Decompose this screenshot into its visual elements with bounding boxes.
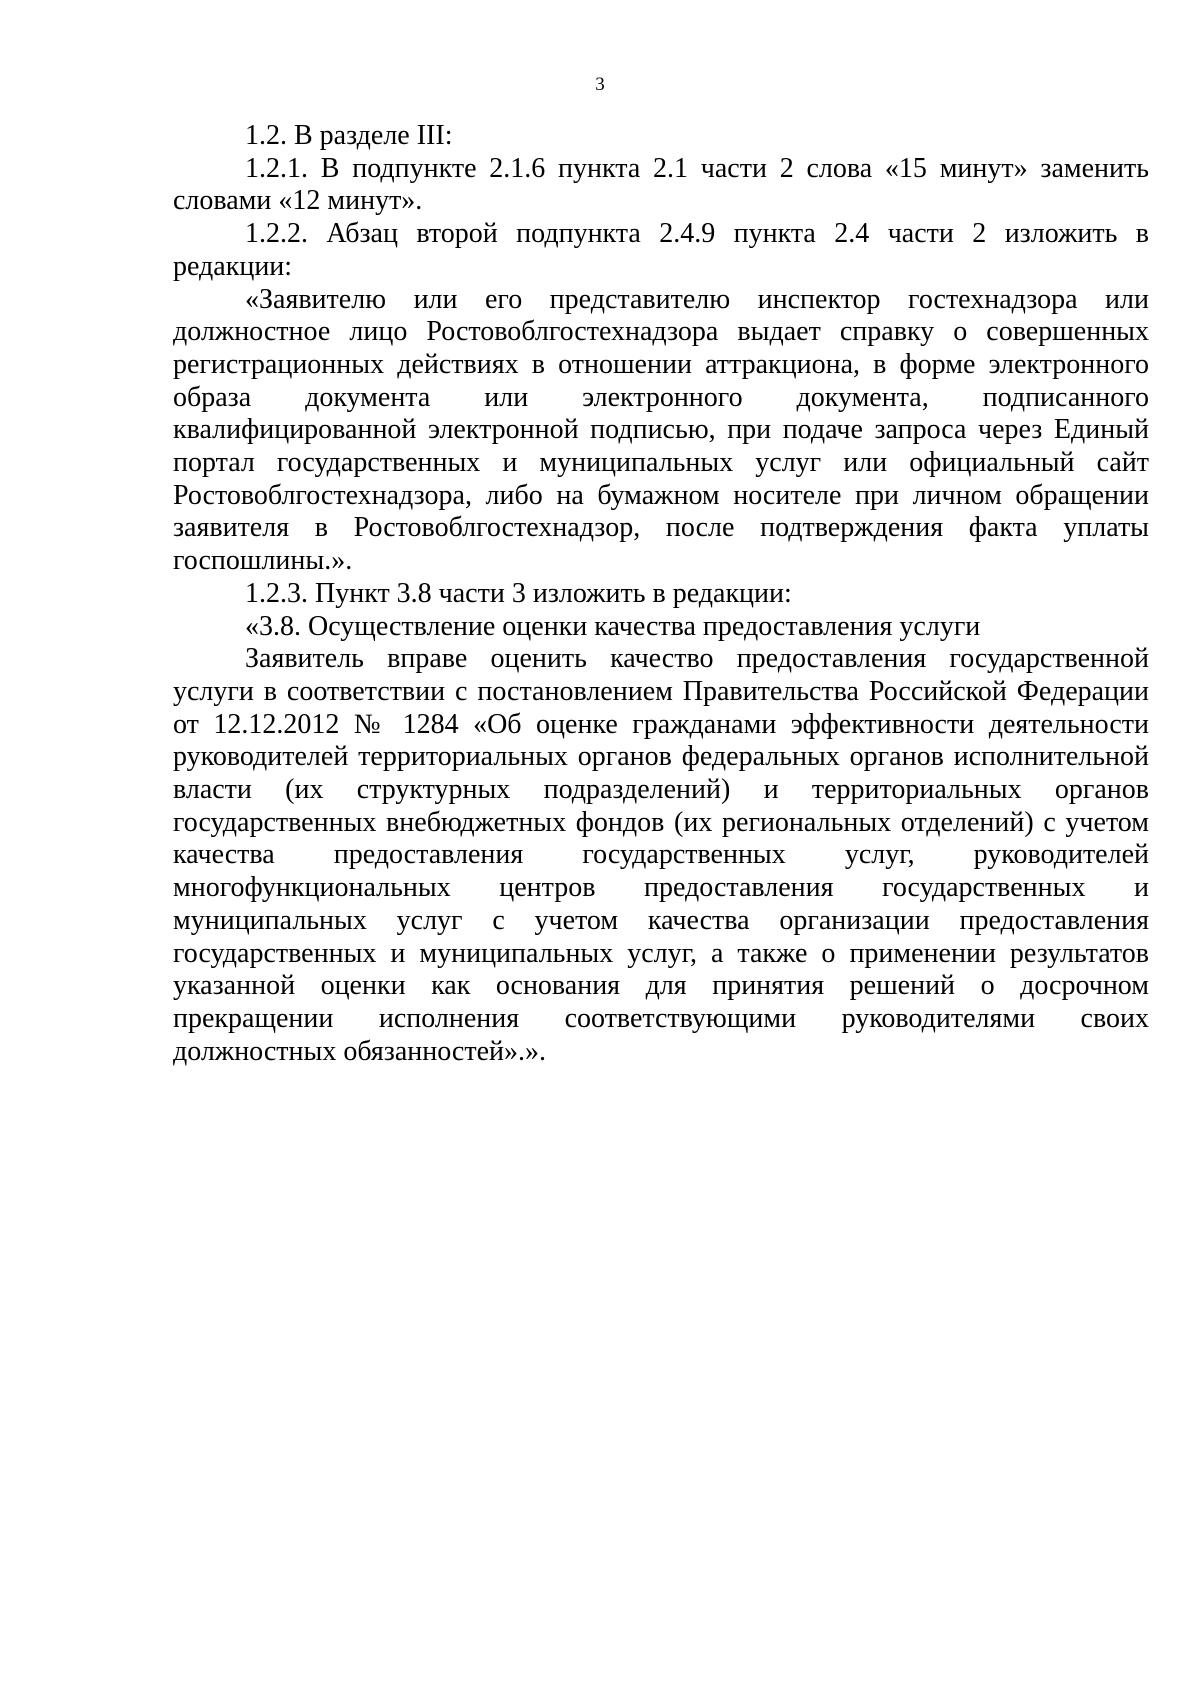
paragraph-section-iii: 1.2. В разделе III: — [245, 120, 453, 151]
document-body — [173, 120, 1149, 1068]
paragraph-1-2-3: 1.2.3. Пункт 3.8 части 3 изложить в редакции: — [245, 577, 792, 609]
paragraph-1-2-1: 1.2.1. В подпункте 2.1.6 пункта 2.1 части 2 слова «15 минут» заменить словами «12 минут». — [173, 152, 1149, 217]
paragraph-quoted-certificate: «Заявителю или его представителю инспектор гостехнадзора или должностное лицо Ростовоблгостехнадзора выдает справку о совершенных регистрационных действиях в отношении аттракциона, в форме электронного образа документа или электронного документа, подписанного квалифицированной электронной подписью, при подаче запроса через Единый портал государственных и муниципальных услуг или официальный сайт Ростовоблгостехнадзора, либо на бумажном носителе при личном обращении заявителя в Ростовоблгостехнадзор, после подтверждения факта уплаты госпошлины.». — [173, 283, 1149, 577]
paragraph-3-8-heading: «3.8. Осуществление оценки качества предоставления услуги — [245, 610, 981, 642]
page-number: 3 — [595, 74, 605, 95]
paragraph-quality-assessment: Заявитель вправе оценить качество предоставления государственной услуги в соответствии с постановлением Правительства Российской Федерации от 12.12.2012 № 1284 «Об оценке гражданами эффективности деятельности руководителей территориальных органов федеральных органов исполнительной власти (их структурных подразделений) и территориальных органов государственных внебюджетных фондов (их региональных отделений) с учетом качества предоставления государственных услуг, руководителей многофункциональных центров предоставления государственных и муниципальных услуг с учетом качества организации предоставления государственных и муниципальных услуг, а также о применении результатов указанной оценки как основания для принятия решений о досрочном прекращении исполнения соответствующими руководителями своих должностных обязанностей».». — [173, 643, 1149, 1067]
paragraph-1-2-2: 1.2.2. Абзац второй подпункта 2.4.9 пункта 2.4 части 2 изложить в редакции: — [173, 218, 1149, 282]
